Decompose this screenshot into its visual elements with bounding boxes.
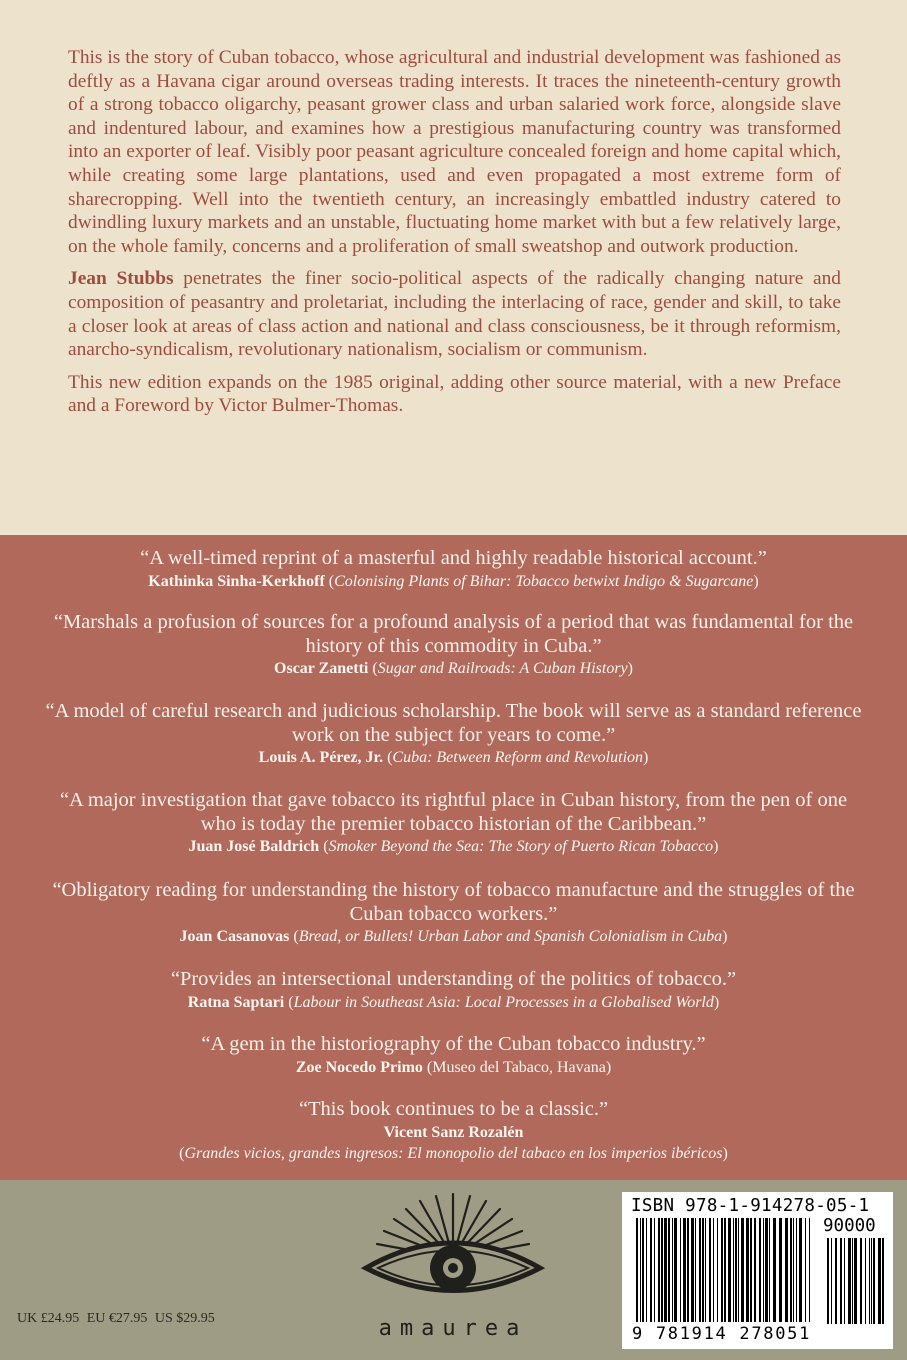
review-quote: “Marshals a profusion of sources for a profound analysis of a period that was fundamental for the history of this commodity in Cuba.” (53, 611, 854, 657)
barcode-bar (642, 1218, 644, 1322)
reviewer-name: Ratna Saptari (187, 993, 285, 1011)
barcode-bar (646, 1218, 647, 1322)
reviewer-work: Colonising Plants of Bihar: Tobacco betwixt Indigo & Sugarcane (334, 572, 754, 590)
review-attribution: Zoe Nocedo Primo (Museo del Tabaco, Havana) (295, 1058, 612, 1076)
barcode-bar (650, 1218, 652, 1322)
barcode-bar (691, 1218, 694, 1322)
author-name: Jean Stubbs (68, 268, 174, 290)
review-attribution: Louis A. Pérez, Jr. (Cuba: Between Reform and Revolution) (258, 749, 649, 766)
isbn-label: ISBN 978-1-914278-05-1 (631, 1196, 870, 1216)
review-attribution: Ratna Saptari (Labour in Southeast Asia: Local Processes in a Globalised World) (187, 993, 720, 1011)
review-quote: “A well-timed reprint of a masterful and highly readable historical account.” (140, 547, 767, 569)
barcode-bar (672, 1218, 673, 1322)
barcode-bar (799, 1218, 802, 1322)
barcode-bar (759, 1218, 761, 1322)
review-quote: “Obligatory reading for understanding the history of tobacco manufacture and the struggles of the Cuban tobacco workers.” (52, 879, 855, 925)
review-attribution-name (40, 1122, 867, 1143)
review-quote: “A major investigation that gave tobacco its rightful place in Cuban history, from the pen of one who is today the premier tobacco historian of the Caribbean.” (59, 789, 848, 835)
blurb-paragraph-2-text: penetrates the finer socio-political aspects of the radically changing nature and composition of peasantry and proletariat, including the interlacing of race, gender and skill, to take a closer look at areas of class action and national and class consciousness, be it through reformism, anarcho-syndicalism, revolutionary nationalism, socialism or communism. (68, 268, 841, 361)
barcode-bar (668, 1218, 670, 1322)
review-7 (40, 1033, 867, 1078)
review-2 (40, 611, 867, 679)
addon-bar (865, 1238, 866, 1324)
barcode-bar (785, 1218, 788, 1322)
barcode-bar (735, 1218, 737, 1322)
price-us: US $29.95 (154, 1311, 215, 1326)
review-quote: “A model of careful research and judicious scholarship. The book will serve as a standard reference work on the subject for years to come.” (45, 700, 862, 746)
barcode-bar (661, 1218, 663, 1322)
barcode-bar (640, 1218, 641, 1322)
publisher-logo (348, 1188, 558, 1346)
barcode-bar (790, 1218, 792, 1322)
barcode-bar (796, 1218, 797, 1322)
barcode-bar (805, 1218, 806, 1322)
barcode-bar (733, 1218, 734, 1322)
barcode-bar (695, 1218, 696, 1322)
reviewer-work: Museo del Tabaco, Havana (432, 1058, 606, 1076)
reviewer-work: Bread, or Bullets! Urban Labor and Spanish Colonialism in Cuba (298, 928, 723, 945)
barcode-bar (658, 1218, 660, 1322)
addon-bar (827, 1238, 829, 1324)
barcode-bar (687, 1218, 689, 1322)
blurb-paragraph-2 (68, 267, 841, 361)
barcode-bar (765, 1218, 768, 1322)
reviewer-work: Smoker Beyond the Sea: The Story of Puerto Rican Tobacco (328, 838, 714, 855)
addon-bar (878, 1238, 881, 1324)
price-eu: EU €27.95 (86, 1311, 148, 1326)
reviewer-name: Joan Casanovas (179, 928, 290, 945)
barcode-bar (664, 1218, 667, 1322)
blurb-section (0, 0, 907, 535)
reviewer-name: Vicent Sanz Rozalén (383, 1123, 524, 1141)
barcode-bar (728, 1218, 731, 1322)
addon-bar (882, 1238, 884, 1324)
addon-bar (840, 1238, 842, 1324)
barcode-bar (754, 1218, 756, 1322)
reviewer-work: Cuba: Between Reform and Revolution (392, 749, 644, 766)
addon-bar (844, 1238, 845, 1324)
footer-strip (0, 1180, 907, 1360)
addon-bar (831, 1238, 832, 1324)
barcode-bar (809, 1218, 810, 1322)
barcode-bar (724, 1218, 726, 1322)
review-6 (40, 968, 867, 1013)
addon-bar (854, 1238, 857, 1324)
isbn-barcode (622, 1192, 893, 1349)
barcode-bar (763, 1218, 764, 1322)
addon-bar (873, 1238, 875, 1324)
reviewer-name: Zoe Nocedo Primo (295, 1058, 423, 1076)
reviewer-name: Louis A. Pérez, Jr. (258, 749, 384, 766)
barcode-bar (769, 1218, 770, 1322)
review-1 (40, 547, 867, 592)
review-8 (40, 1098, 867, 1164)
review-attribution: Kathinka Sinha-Kerkhoff (Colonising Plants of Bihar: Tobacco betwixt Indigo & Sugarcane) (148, 572, 759, 590)
blurb-paragraph-1: This is the story of Cuban tobacco, whose agricultural and industrial development was fashioned as deftly as a Havana cigar around overseas trading interests. It traces the nineteenth-century growth of a strong tobacco oligarchy, peasant grower class and urban salaried work force, alongside slave and indentured labour, and examines how a prestigious manufacturing country was transformed into an exporter of leaf. Visibly poor peasant agriculture concealed foreign and home capital which, while creating some large plantations, used and even propagated a most extreme form of sharecropping. Well into the twentieth century, an increasingly embattled industry catered to dwindling luxury markets and an unstable, fluctuating home market with but a few relatively large, on the whole family, concerns and a proliferation of small sweatshop and outwork production. (68, 47, 841, 257)
review-attribution: Joan Casanovas (Bread, or Bullets! Urban Labor and Spanish Colonialism in Cuba) (179, 928, 728, 945)
review-3 (40, 700, 867, 768)
barcode-bar (738, 1218, 739, 1322)
eye-rays-icon (348, 1188, 558, 1313)
barcode-bar (699, 1218, 701, 1322)
blurb-text (68, 46, 841, 427)
reviewer-name: Juan José Baldrich (188, 838, 320, 855)
reviewer-name: Oscar Zanetti (274, 660, 369, 677)
review-attribution-work: (Grandes vicios, grandes ingresos: El monopolio del tabaco en los imperios ibéricos) (179, 1144, 728, 1162)
review-attribution: Juan José Baldrich (Smoker Beyond the Sea: The Story of Puerto Rican Tobacco) (188, 838, 719, 855)
barcode-bar (713, 1218, 714, 1322)
barcode-bar (741, 1218, 744, 1322)
barcode-digits: 9 781914 278051 (632, 1324, 812, 1344)
addon-bar (871, 1238, 872, 1324)
reviewer-work: Grandes vicios, grandes ingresos: El monopolio del tabaco en los imperios ibéricos (184, 1144, 723, 1162)
barcode-bar (709, 1218, 711, 1322)
barcode-bar (654, 1218, 655, 1322)
barcode-bar (746, 1218, 749, 1322)
barcode-bar (721, 1218, 723, 1322)
addon-bar (852, 1238, 853, 1324)
publisher-name: amaurea (378, 1316, 528, 1341)
blurb-paragraph-3: This new edition expands on the 1985 original, adding other source material, with a new Preface and a Foreword by Victor Bulmer-Thomas. (68, 371, 841, 417)
review-quote: “Provides an intersectional understanding of the politics of tobacco.” (170, 968, 737, 990)
barcode-bar (680, 1218, 681, 1322)
barcode-bar (705, 1218, 706, 1322)
barcode-bar (636, 1218, 638, 1322)
barcode-bar (779, 1218, 782, 1322)
barcode-bar (750, 1218, 752, 1322)
addon-bar (848, 1238, 851, 1324)
addon-bar (869, 1238, 870, 1324)
review-attribution: Oscar Zanetti (Sugar and Railroads: A Cuban History) (274, 660, 633, 677)
barcode-bar (683, 1218, 686, 1322)
barcode-bar (793, 1218, 794, 1322)
price-list (17, 1311, 219, 1327)
reviewer-name: Kathinka Sinha-Kerkhoff (148, 572, 325, 590)
reviewer-work: Labour in Southeast Asia: Local Processes in a Globalised World (293, 993, 714, 1011)
isbn-addon-code: 90000 (823, 1216, 876, 1236)
price-uk: UK £24.95 (17, 1311, 80, 1326)
barcode-bar (702, 1218, 704, 1322)
barcode-bar (717, 1218, 718, 1322)
addon-bar (835, 1238, 837, 1324)
reviews-section (0, 535, 907, 1180)
review-5 (40, 879, 867, 947)
barcode-bar (773, 1218, 776, 1322)
barcode-bar (674, 1218, 677, 1322)
review-4 (40, 789, 867, 857)
addon-bar (860, 1238, 862, 1324)
review-quote: “A gem in the historiography of the Cuban tobacco industry.” (201, 1033, 706, 1055)
review-quote: “This book continues to be a classic.” (298, 1098, 609, 1120)
reviewer-work: Sugar and Railroads: A Cuban History (377, 660, 628, 677)
